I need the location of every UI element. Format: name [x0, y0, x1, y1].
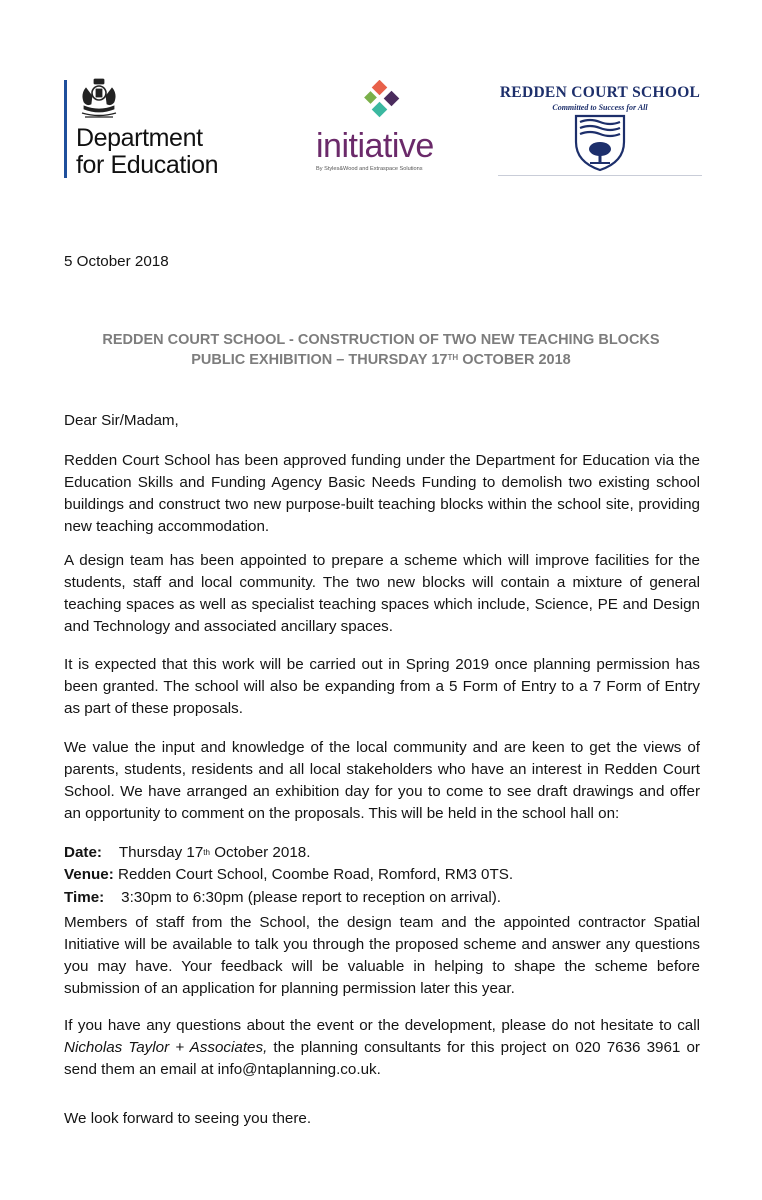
dfe-logo-bar [64, 80, 67, 178]
letter-heading-line1: REDDEN COURT SCHOOL - CONSTRUCTION OF TWO NEW TEACHING BLOCKS [102, 332, 660, 348]
detail-venue-label: Venue: [64, 866, 114, 884]
detail-time-label: Time: [64, 888, 105, 906]
paragraph-contact [64, 1015, 700, 1081]
school-logo-rule [498, 175, 702, 176]
contact-text-post: the planning consultants for this project on 020 7636 3961 or send them an email at info@ntaplanning.co.uk. [64, 1039, 700, 1078]
heading-line2-month: OCTOBER 2018 [458, 352, 571, 368]
detail-time-row [64, 887, 700, 909]
detail-date-row [64, 842, 700, 864]
detail-date-month: October 2018. [209, 844, 311, 861]
detail-time-value: 3:30pm to 6:30pm (please report to reception on arrival). [121, 888, 502, 906]
detail-venue-row [64, 864, 700, 886]
exhibition-details [64, 842, 700, 909]
detail-date-ordinal: th [203, 848, 210, 857]
initiative-tagline: By Styles&Wood and Extraspace Solutions [316, 166, 423, 172]
school-logo-motto: Committed to Success for All [552, 103, 648, 112]
paragraph-exhibition: We value the input and knowledge of the local community and are keen to get the views of parents, students, residents and all local stakeholders who have an interest in Redden Court School. We have arranged an exhibition day for you to come to see draft drawings and offer an opportunity to comment on the proposals. This will be held in the school hall on: [64, 739, 700, 822]
dfe-logo-line2: for Education [76, 151, 219, 179]
paragraph-timeline: It is expected that this work will be carried out in Spring 2019 once planning permission has been granted. The school will also be expanding from a 5 Form of Entry to a 7 Form of Entry as part of these proposals. [64, 656, 700, 717]
detail-date-label: Date: [64, 844, 102, 861]
letter-heading-line2 [0, 349, 762, 371]
paragraph-design-team: A design team has been appointed to prepare a scheme which will improve facilities for the students, staff and local community. The two new blocks will contain a mixture of general teaching spaces as well as specialist teaching spaces which include, Science, PE and Design and Technology and associated ancillary spaces. [64, 552, 700, 635]
initiative-wordmark: initiative [316, 127, 434, 165]
initiative-diamonds-icon [364, 80, 414, 126]
dfe-logo-line1: Department [76, 124, 203, 152]
closing-line: We look forward to seeing you there. [64, 1110, 312, 1127]
detail-date-value: Thursday 17 [118, 844, 204, 861]
school-logo-name: REDDEN COURT SCHOOL [499, 84, 701, 101]
paragraph-funding: Redden Court School has been approved funding under the Department for Education via the Education Skills and Funding Agency Basic Needs Funding to demolish two existing school buildings and construct two new purpose-built teaching blocks within the school site, providing new teaching accommodation. [64, 452, 700, 535]
letter-date: 5 October 2018 [64, 253, 169, 270]
consultant-name: Nicholas Taylor + Associates, [64, 1039, 268, 1056]
school-logo [498, 84, 702, 178]
paragraph-staff: Members of staff from the School, the design team and the appointed contractor Spatial Initiative will be available to talk you through the proposed scheme and answer any questions you may have. Your feedback will be valuable in helping to shape the scheme before submission of an application for planning permission later this year. [64, 914, 700, 997]
salutation: Dear Sir/Madam, [64, 412, 179, 429]
dfe-logo [64, 78, 244, 180]
contact-text-pre: If you have any questions about the event or the development, please do not hesitate to call [64, 1017, 700, 1034]
detail-venue-value: Redden Court School, Coombe Road, Romford, RM3 0TS. [118, 866, 514, 884]
initiative-logo [312, 80, 462, 180]
heading-line2-text: PUBLIC EXHIBITION – THURSDAY 17 [191, 352, 448, 368]
school-crest-icon [570, 113, 630, 173]
heading-line2-ordinal: TH [447, 353, 459, 362]
royal-crest-icon [76, 78, 122, 120]
